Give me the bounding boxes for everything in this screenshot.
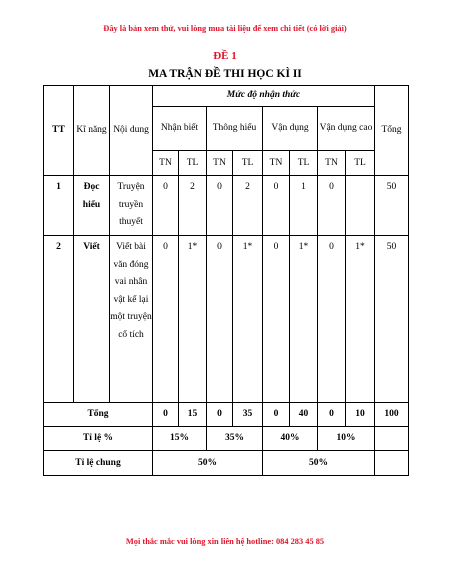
row-cell: 2 (179, 176, 207, 236)
table-row (44, 176, 409, 236)
ratio-value: 35% (207, 427, 263, 451)
row-cell: 0 (318, 236, 346, 403)
document-title: MA TRẬN ĐỀ THI HỌC KÌ II (148, 68, 302, 80)
header-group-application: Vận dụng (263, 107, 318, 151)
sum-cell: 0 (318, 403, 346, 427)
row-cell: 1* (290, 236, 318, 403)
sum-cell: 0 (153, 403, 179, 427)
common-ratio-row (44, 451, 409, 476)
header-total: Tổng (375, 86, 409, 176)
row-skill: Đọc hiểu (74, 176, 110, 236)
row-cell: 1* (346, 236, 375, 403)
header-group-high-application: Vận dụng cao (318, 107, 375, 151)
row-cell: 0 (263, 176, 290, 236)
sum-label: Tổng (44, 403, 153, 427)
table-row (44, 236, 409, 403)
row-tt: 2 (44, 236, 74, 403)
ratio-row (44, 427, 409, 451)
exam-matrix-table (43, 85, 409, 476)
header-cognitive-level: Mức độ nhận thức (153, 86, 375, 107)
header-tn: TN (318, 151, 346, 176)
ratio-label: Tỉ lệ % (44, 427, 153, 451)
row-total: 50 (375, 176, 409, 236)
preview-banner: Đây là bản xem thử, vui lòng mua tài liệu để xem chi tiết (có lời giải) (103, 24, 347, 33)
ratio-value: 40% (263, 427, 318, 451)
sum-cell: 35 (233, 403, 263, 427)
header-tl: TL (233, 151, 263, 176)
sum-cell: 0 (263, 403, 290, 427)
row-cell: 1 (290, 176, 318, 236)
row-total: 50 (375, 236, 409, 403)
row-skill: Viết (74, 236, 110, 403)
row-cell: 2 (233, 176, 263, 236)
row-cell: 0 (207, 176, 233, 236)
header-tl: TL (346, 151, 375, 176)
sum-cell: 10 (346, 403, 375, 427)
row-cell: 1* (179, 236, 207, 403)
header-tt: TT (44, 86, 74, 176)
ratio-empty (375, 427, 409, 451)
common-ratio-value: 50% (263, 451, 375, 476)
header-tl: TL (290, 151, 318, 176)
row-cell: 0 (207, 236, 233, 403)
row-cell: 0 (153, 176, 179, 236)
common-ratio-value: 50% (153, 451, 263, 476)
header-tl: TL (179, 151, 207, 176)
sum-row (44, 403, 409, 427)
row-cell: 0 (318, 176, 346, 236)
row-content: Truyện truyền thuyết (110, 176, 153, 236)
footer-hotline: Mọi thắc mắc vui lòng xin liên hệ hotline: 084 283 45 85 (125, 537, 325, 546)
sum-cell: 40 (290, 403, 318, 427)
common-ratio-label: Tỉ lệ chung (44, 451, 153, 476)
sum-cell: 0 (207, 403, 233, 427)
header-group-comprehension: Thông hiểu (207, 107, 263, 151)
header-tn: TN (263, 151, 290, 176)
header-tn: TN (153, 151, 179, 176)
row-tt: 1 (44, 176, 74, 236)
ratio-value: 10% (318, 427, 375, 451)
header-group-recognition: Nhận biết (153, 107, 207, 151)
row-cell (346, 176, 375, 236)
row-content: Viết bài văn đóng vai nhân vật kể lại một truyện cổ tích (110, 236, 153, 403)
exam-code: ĐỀ 1 (213, 50, 237, 62)
row-cell: 1* (233, 236, 263, 403)
header-content: Nội dung (110, 86, 153, 176)
row-cell: 0 (153, 236, 179, 403)
sum-cell: 15 (179, 403, 207, 427)
common-ratio-empty (375, 451, 409, 476)
ratio-value: 15% (153, 427, 207, 451)
row-cell: 0 (263, 236, 290, 403)
header-tn: TN (207, 151, 233, 176)
header-skill: Kĩ năng (74, 86, 110, 176)
sum-total: 100 (375, 403, 409, 427)
